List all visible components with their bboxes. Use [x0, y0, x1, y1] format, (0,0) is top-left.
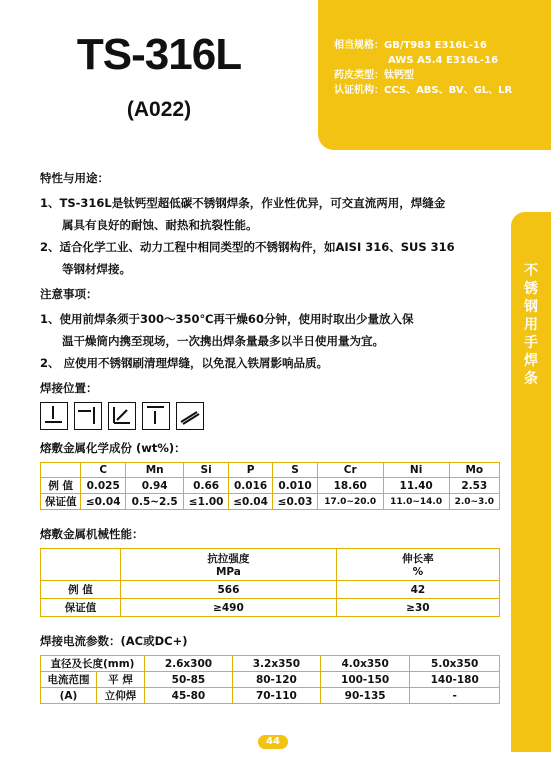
- table-cell: 70-110: [232, 688, 320, 704]
- table-cell: 例 值: [41, 478, 81, 494]
- table-cell: [121, 549, 337, 581]
- table-cell: [41, 463, 81, 478]
- table-cell: ≤0.04: [228, 494, 272, 510]
- table-cell: P: [228, 463, 272, 478]
- notes-title: 注意事项：: [40, 287, 98, 301]
- table-cell: 保证值: [41, 599, 121, 617]
- feature-line: 等钢材焊接。: [62, 262, 131, 276]
- table-cell: 0.66: [184, 478, 228, 494]
- spec-block: [334, 38, 512, 98]
- table-cell: 11.0~14.0: [383, 494, 449, 510]
- current-table: [40, 655, 500, 704]
- table-row: [41, 581, 500, 599]
- table-cell: 140-180: [410, 672, 500, 688]
- table-cell: 立仰焊: [97, 688, 145, 704]
- table-cell: 11.40: [383, 478, 449, 494]
- table-row: [41, 656, 500, 672]
- table-cell: 0.010: [273, 478, 317, 494]
- product-title: TS-316L: [76, 30, 242, 79]
- table-cell: Si: [184, 463, 228, 478]
- table-cell: Cr: [317, 463, 383, 478]
- table-row: [41, 599, 500, 617]
- table-row: [41, 688, 500, 704]
- horizontal-fillet-icon: [108, 402, 136, 430]
- table-row: [41, 478, 500, 494]
- table-cell: 直径及长度(mm): [41, 656, 145, 672]
- feature-line: 2、适合化学工业、动力工程中相同类型的不锈钢构件，如AISI 316、SUS 316: [40, 240, 455, 254]
- table-cell: Mo: [449, 463, 499, 478]
- table-cell: S: [273, 463, 317, 478]
- vertical-position-icon: [142, 402, 170, 430]
- chem-table: [40, 462, 500, 510]
- table-cell: 平 焊: [97, 672, 145, 688]
- table-cell: C: [81, 463, 125, 478]
- table-cell: 42: [336, 581, 499, 599]
- table-cell: 45-80: [145, 688, 233, 704]
- table-cell: 50-85: [145, 672, 233, 688]
- table-cell: 4.0x350: [320, 656, 410, 672]
- table-cell: ≤1.00: [184, 494, 228, 510]
- mech-table: [40, 548, 500, 617]
- flat-position-icon: [40, 402, 68, 430]
- table-cell: 电流范围: [41, 672, 97, 688]
- mech-title: 熔敷金属机械性能：: [40, 527, 144, 541]
- feature-line: 属具有良好的耐蚀、耐热和抗裂性能。: [62, 218, 258, 232]
- table-cell: Mn: [125, 463, 184, 478]
- table-cell: [336, 549, 499, 581]
- overhead-position-icon: [176, 402, 204, 430]
- header-left: [0, 0, 318, 150]
- table-row: [41, 549, 500, 581]
- table-cell: (A): [41, 688, 97, 704]
- table-cell: 0.94: [125, 478, 184, 494]
- current-title: 焊接电流参数：(AC或DC+): [40, 634, 188, 648]
- side-tab-label: 不锈钢用手焊条: [524, 263, 538, 387]
- table-cell: ≥30: [336, 599, 499, 617]
- product-subtitle: (A022): [126, 98, 192, 121]
- table-row: [41, 494, 500, 510]
- spec-row: 药皮类型：钛钙型: [334, 70, 414, 81]
- table-cell: 保证值: [41, 494, 81, 510]
- mech-header: 抗拉强度: [207, 553, 250, 565]
- features-title: 特性与用途：: [40, 171, 109, 185]
- page-number: 44: [258, 735, 288, 749]
- table-cell: 0.5~2.5: [125, 494, 184, 510]
- chem-title: 熔敷金属化学成份 (wt%)：: [40, 441, 186, 455]
- spec-row: 认证机构：CCS、ABS、BV、GL、LR: [334, 85, 513, 96]
- table-cell: -: [410, 688, 500, 704]
- spec-row: AWS A5.4 E316L-16: [388, 55, 499, 66]
- table-cell: 2.53: [449, 478, 499, 494]
- table-cell: 18.60: [317, 478, 383, 494]
- table-cell: [41, 549, 121, 581]
- mech-header: 伸长率: [402, 553, 434, 565]
- horizontal-position-icon: [74, 402, 102, 430]
- table-cell: 5.0x350: [410, 656, 500, 672]
- position-icons: [40, 402, 500, 430]
- table-row: [41, 672, 500, 688]
- table-cell: ≤0.04: [81, 494, 125, 510]
- note-line: 1、使用前焊条须于300～350℃再干燥60分钟，使用时取出少量放入保: [40, 312, 414, 326]
- note-line: 温干燥筒内携至现场，一次携出焊条量最多以半日使用量为宜。: [62, 334, 384, 348]
- spec-row: 相当规格：GB/T983 E316L-16: [334, 40, 487, 51]
- table-cell: 90-135: [320, 688, 410, 704]
- table-cell: 3.2x350: [232, 656, 320, 672]
- table-cell: 80-120: [232, 672, 320, 688]
- table-cell: 566: [121, 581, 337, 599]
- table-cell: 100-150: [320, 672, 410, 688]
- table-cell: 2.0~3.0: [449, 494, 499, 510]
- table-cell: Ni: [383, 463, 449, 478]
- table-cell: 例 值: [41, 581, 121, 599]
- note-line: 2、 应使用不锈钢刷清理焊缝，以免混入铁屑影响品质。: [40, 356, 329, 370]
- table-cell: 0.025: [81, 478, 125, 494]
- table-cell: 0.016: [228, 478, 272, 494]
- table-cell: ≥490: [121, 599, 337, 617]
- mech-unit: MPa: [215, 566, 241, 578]
- table-row: [41, 463, 500, 478]
- positions-title: 焊接位置：: [40, 381, 98, 395]
- mech-unit: %: [412, 566, 424, 578]
- table-cell: ≤0.03: [273, 494, 317, 510]
- feature-line: 1、TS-316L是钛钙型超低碳不锈钢焊条，作业性优异，可交直流两用，焊缝金: [40, 196, 446, 210]
- table-cell: 17.0~20.0: [317, 494, 383, 510]
- table-cell: 2.6x300: [145, 656, 233, 672]
- content: [40, 170, 500, 704]
